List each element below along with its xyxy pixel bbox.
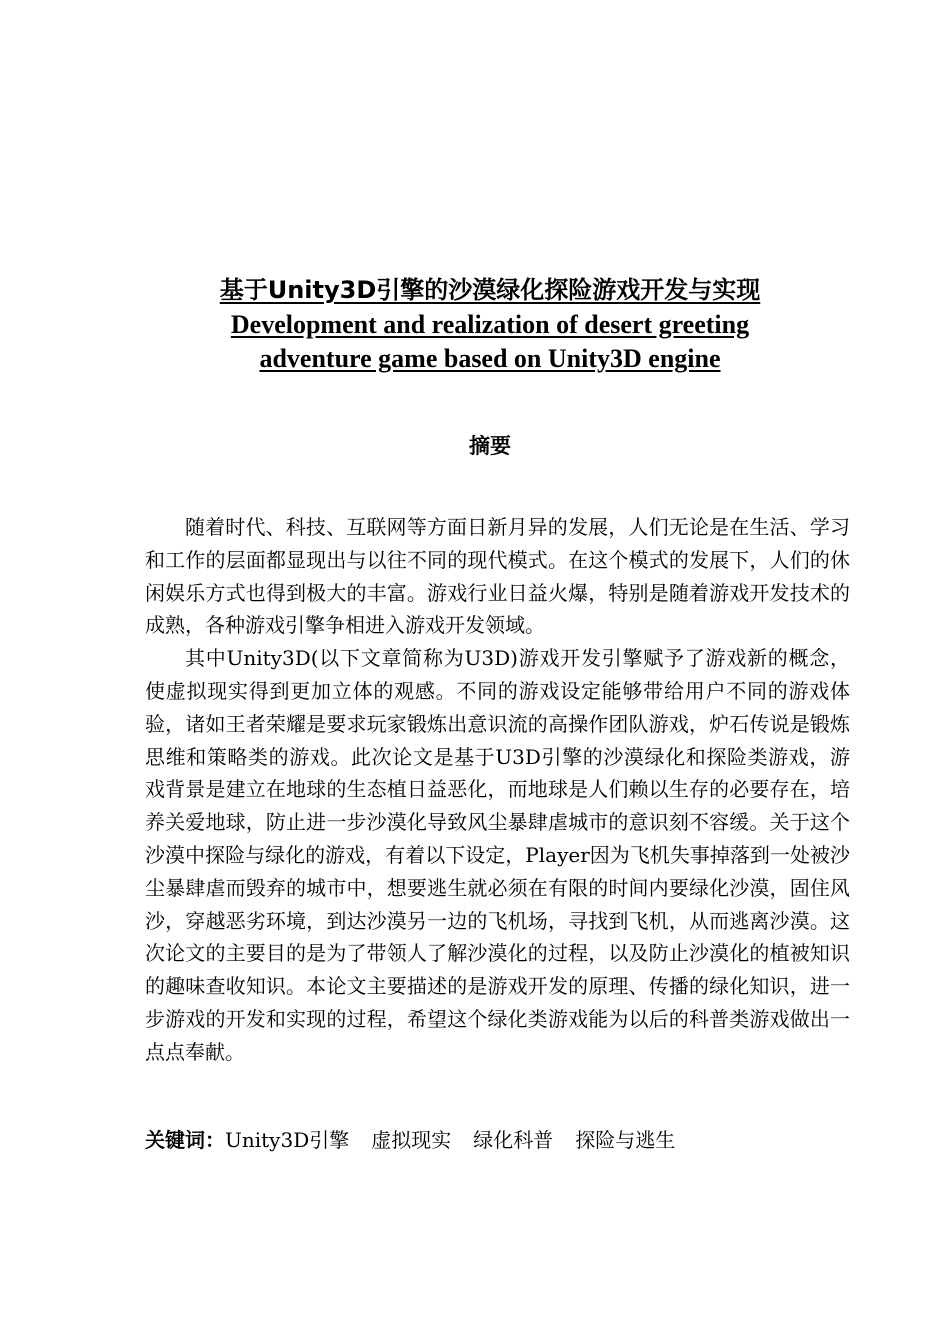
title-block: [60, 272, 920, 376]
keyword-item: 绿化科普: [473, 1128, 554, 1152]
keyword-item: 探险与逃生: [575, 1128, 676, 1152]
keyword-item: Unity3D引擎: [225, 1128, 350, 1152]
english-title-line-2: adventure game based on Unity3D engine: [259, 344, 721, 373]
abstract-body: [145, 511, 850, 1069]
abstract-paragraph-1: 随着时代、科技、互联网等方面日新月异的发展，人们无论是在生活、学习和工作的层面都显现出与以往不同的现代模式。在这个模式的发展下，人们的休闲娱乐方式也得到极大的丰富。游戏行业日益火爆，特别是随着游戏开发技术的成熟，各种游戏引擎争相进入游戏开发领域。: [145, 515, 850, 638]
keywords-label: 关键词：: [145, 1128, 225, 1152]
keywords-line: [145, 1124, 850, 1156]
chinese-title: 基于Unity3D引擎的沙漠绿化探险游戏开发与实现: [219, 276, 761, 304]
abstract-heading: 摘要: [469, 434, 511, 458]
english-title-line-1: Development and realization of desert greeting: [230, 310, 750, 339]
abstract-paragraph-2: 其中Unity3D(以下文章简称为U3D)游戏开发引擎赋予了游戏新的概念，使虚拟现实得到更加立体的观感。不同的游戏设定能够带给用户不同的游戏体验，诸如王者荣耀是要求玩家锻炼出意识流的高操作团队游戏，炉石传说是锻炼思维和策略类的游戏。此次论文是基于U3D引擎的沙漠绿化和探险类游戏，游戏背景是建立在地球的生态植日益恶化，而地球是人们赖以生存的必要存在，培养关爱地球，防止进一步沙漠化导致风尘暴肆虐城市的意识刻不容缓。关于这个沙漠中探险与绿化的游戏，有着以下设定，Player因为飞机失事掉落到一处被沙尘暴肆虐而毁弃的城市中，想要逃生就必须在有限的时间内要绿化沙漠，固住风沙，穿越恶劣环境，到达沙漠另一边的飞机场，寻找到飞机，从而逃离沙漠。这次论文的主要目的是为了带领人了解沙漠化的过程，以及防止沙漠化的植被知识的趣味查收知识。本论文主要描述的是游戏开发的原理、传播的绿化知识，进一步游戏的开发和实现的过程，希望这个绿化类游戏能为以后的科普类游戏做出一点点奉献。: [145, 646, 850, 1064]
keyword-item: 虚拟现实: [371, 1128, 452, 1152]
